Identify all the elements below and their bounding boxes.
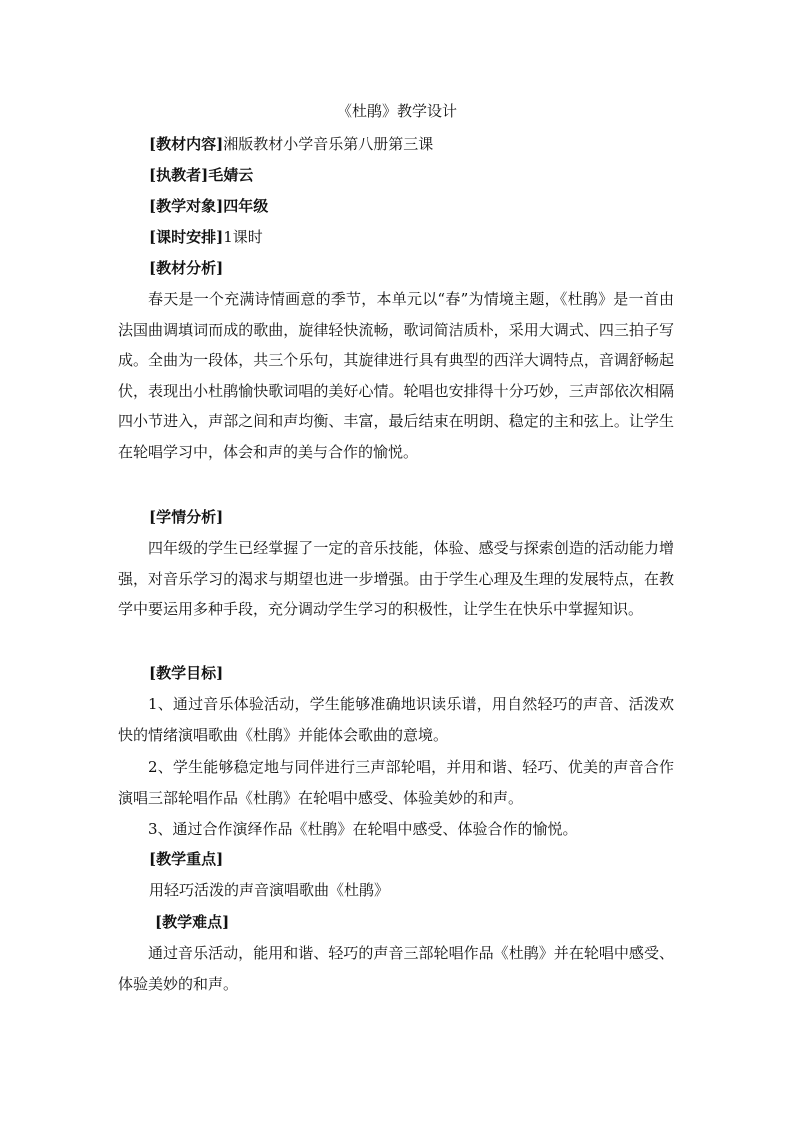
meta-content	[149, 133, 433, 155]
meta-teacher-label: [执教者]	[149, 166, 209, 184]
meta-audience-value: 四年级	[223, 197, 269, 215]
heading-objectives: [教学目标]	[149, 664, 224, 682]
difficulties-body: 通过音乐活动，能用和谐、轻巧的声音三部轮唱作品《杜鹃》并在轮唱中感受、体验美妙的和声。	[118, 944, 674, 993]
material-analysis-body: 春天是一个充满诗情画意的季节，本单元以“春”为情境主题，《杜鹃》是一首由法国曲调填词而成的歌曲，旋律轻快流畅，歌词简洁质朴，采用大调式、四三拍子写成。全曲为一段体，共三个乐句，其旋律进行具有典型的西洋大调特点，音调舒畅起伏，表现出小杜鹃愉快歌词唱的美好心情。轮唱也安排得十分巧妙，三声部依次相隔四小节进入，声部之间和声均衡、丰富，最后结束在明朗、稳定的主和弦上。让学生在轮唱学习中，体会和声的美与合作的愉悦。	[118, 290, 674, 461]
meta-teacher-value: 毛婧云	[208, 166, 254, 184]
objective-item: 2、学生能够稳定地与同伴进行三声部轮唱，并用和谐、轻巧、优美的声音合作演唱三部轮唱作品《杜鹃》在轮唱中感受、体验美妙的和声。	[118, 758, 674, 807]
document-title: 《杜鹃》教学设计	[336, 102, 457, 120]
meta-schedule	[149, 226, 263, 248]
meta-content-label: [教材内容]	[149, 135, 224, 153]
objective-item: 1、通过音乐体验活动，学生能够准确地识读乐谱，用自然轻巧的声音、活泼欢快的情绪演唱歌曲《杜鹃》并能体会歌曲的意境。	[118, 695, 674, 744]
student-analysis-body: 四年级的学生已经掌握了一定的音乐技能，体验、感受与探索创造的活动能力增强，对音乐学习的渴求与期望也进一步增强。由于学生心理及生理的发展特点，在教学中要运用多种手段，充分调动学生学习的积极性，让学生在快乐中掌握知识。	[118, 539, 674, 618]
heading-difficulties: [教学难点]	[155, 913, 230, 931]
key-points-body: 用轻巧活泼的声音演唱歌曲《杜鹃》	[149, 881, 390, 899]
meta-audience	[149, 195, 268, 217]
meta-schedule-label: [课时安排]	[149, 228, 224, 246]
meta-teacher	[149, 164, 253, 186]
objective-item: 3、通过合作演绎作品《杜鹃》在轮唱中感受、体验合作的愉悦。	[148, 820, 578, 838]
heading-key-points: [教学重点]	[149, 850, 224, 868]
heading-student-analysis: [学情分析]	[149, 508, 224, 526]
meta-content-value: 湘版教材小学音乐第八册第三课	[223, 135, 434, 153]
meta-schedule-value: 1课时	[223, 228, 263, 246]
heading-material-analysis: [教材分析]	[149, 259, 224, 277]
meta-audience-label: [教学对象]	[149, 197, 224, 215]
